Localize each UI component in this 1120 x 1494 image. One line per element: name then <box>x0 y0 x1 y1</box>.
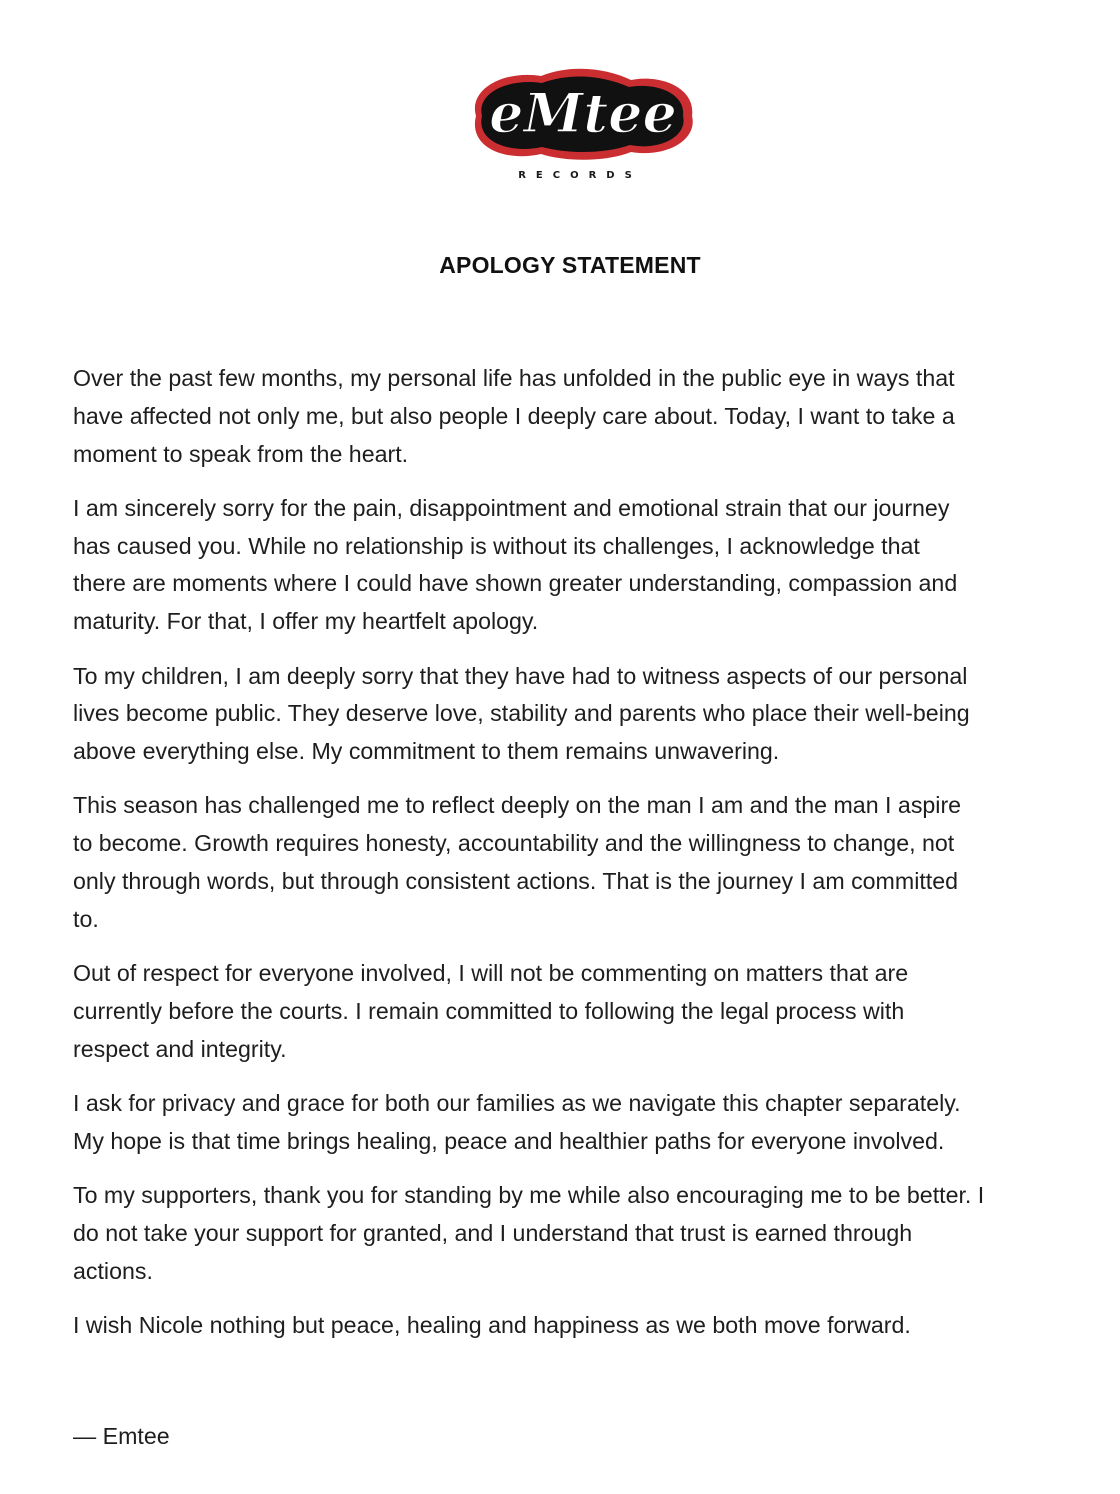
text-line: has caused you. While no relationship is without its challenges, I acknowledge that <box>73 532 920 559</box>
paragraph <box>73 1085 1073 1161</box>
paragraph <box>73 658 1073 771</box>
text-line: Over the past few months, my personal life has unfolded in the public eye in ways that <box>73 365 955 391</box>
text-line: there are moments where I could have shown greater understanding, compassion and <box>73 570 958 597</box>
text-line: lives become public. They deserve love, stability and parents who place their well-being <box>73 700 970 727</box>
text-line: have affected not only me, but also people I deeply care about. Today, I want to take a <box>73 402 955 429</box>
logo-wordmark-text: eMtee <box>489 81 677 145</box>
emtee-wordmark <box>446 58 704 168</box>
text-line: above everything else. My commitment to them remains unwavering. <box>73 738 780 765</box>
text-line: moment to speak from the heart. <box>73 440 409 467</box>
text-line: To my children, I am deeply sorry that they have had to witness aspects of our personal <box>73 662 968 689</box>
paragraph <box>73 1177 1073 1290</box>
text-line: Out of respect for everyone involved, I will not be commenting on matters that are <box>73 960 909 987</box>
text-line: only through words, but through consistent actions. That is the journey I am committed <box>73 868 959 895</box>
emtee-records-logo <box>446 58 704 190</box>
text-line: I wish Nicole nothing but peace, healing and happiness as we both move forward. <box>73 1312 911 1339</box>
document-title: APOLOGY STATEMENT <box>439 252 701 278</box>
text-line: My hope is that time brings healing, peace and healthier paths for everyone involved. <box>73 1127 945 1154</box>
logo-subtitle: RECORDS <box>518 170 642 181</box>
text-line: actions. <box>73 1257 153 1284</box>
text-line: do not take your support for granted, and I understand that trust is earned through <box>73 1219 913 1246</box>
text-line: currently before the courts. I remain committed to following the legal process with <box>73 997 905 1024</box>
statement-body <box>73 360 1073 1361</box>
text-line: To my supporters, thank you for standing by me while also encouraging me to be better. I <box>73 1182 985 1209</box>
paragraph <box>73 490 1073 641</box>
text-line: maturity. For that, I offer my heartfelt apology. <box>73 608 539 635</box>
paragraph <box>73 1307 1073 1345</box>
text-line: to become. Growth requires honesty, accountability and the willingness to change, not <box>73 830 955 857</box>
signature: — Emtee <box>73 1423 170 1449</box>
paragraph <box>73 360 1073 473</box>
paragraph <box>73 955 1073 1068</box>
paragraph <box>73 787 1073 938</box>
text-line: respect and integrity. <box>73 1035 287 1062</box>
text-line: to. <box>73 905 99 932</box>
text-line: I am sincerely sorry for the pain, disappointment and emotional strain that our journey <box>73 494 950 521</box>
text-line: I ask for privacy and grace for both our families as we navigate this chapter separately. <box>73 1090 961 1117</box>
text-line: This season has challenged me to reflect deeply on the man I am and the man I aspire <box>73 792 962 819</box>
